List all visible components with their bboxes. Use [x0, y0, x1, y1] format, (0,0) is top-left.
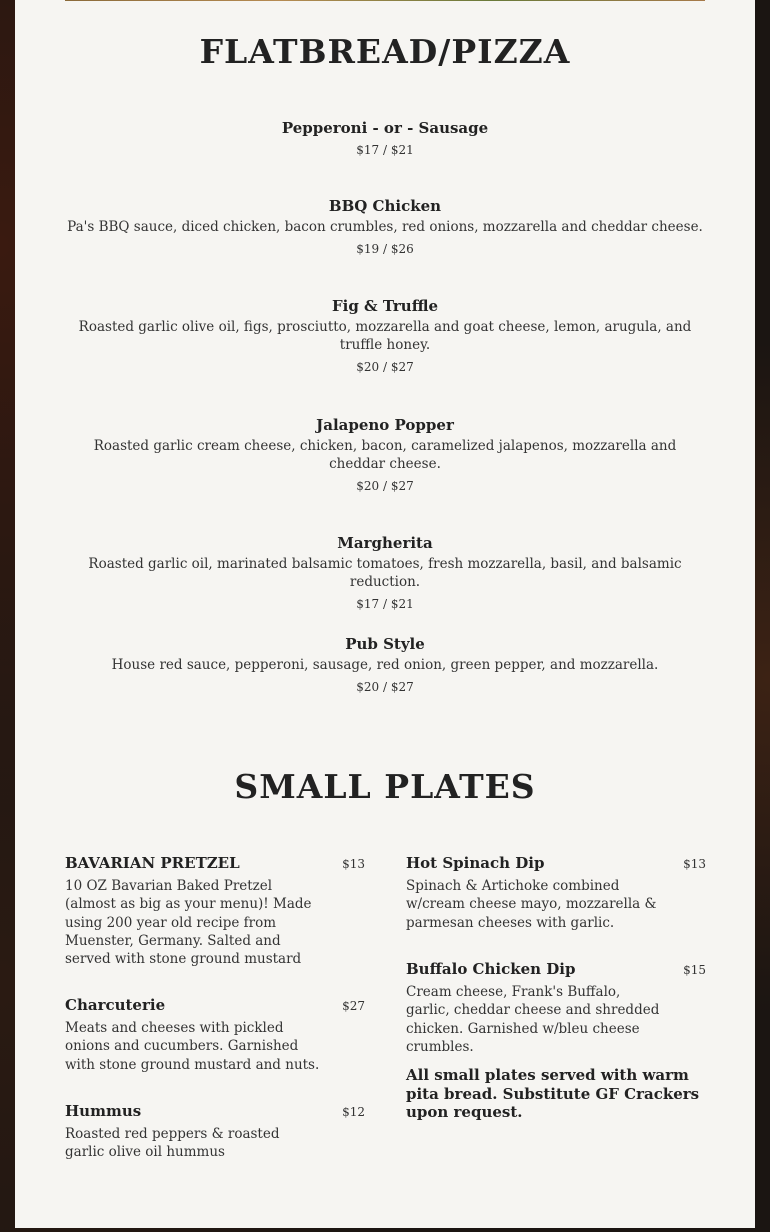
item-name: Pepperoni - or - Sausage [281, 119, 489, 137]
item-price: $20 / $27 [356, 680, 414, 694]
item-name: Pub Style [345, 635, 425, 653]
item-price: $27 [342, 999, 365, 1013]
menu-item-margherita [65, 533, 705, 612]
item-price: $13 [342, 857, 365, 871]
item-description: Pa's BBQ sauce, diced chicken, bacon crumbles, red onions, mozzarella and cheddar cheese. [67, 219, 703, 235]
item-description: Meats and cheeses with pickled onions and cucumbers. Garnished with stone ground mustard and nuts. [65, 1020, 320, 1073]
menu-page [15, 0, 755, 1228]
item-price: $17 / $21 [356, 143, 414, 157]
item-price: $15 [683, 963, 706, 977]
menu-item-bavarian-pretzel [65, 854, 365, 968]
menu-item-pub-style [65, 634, 705, 695]
menu-item-jalapeno-popper [65, 415, 705, 494]
item-price: $20 / $27 [356, 360, 414, 374]
item-price: $13 [683, 857, 706, 871]
item-description: Roasted garlic oil, marinated balsamic tomatoes, fresh mozzarella, basil, and balsamic reduction. [88, 556, 682, 590]
item-name: Margherita [337, 534, 433, 552]
item-description: House red sauce, pepperoni, sausage, red onion, green pepper, and mozzarella. [111, 657, 659, 673]
section-title-flatbread: FLATBREAD/PIZZA [199, 32, 571, 71]
item-description: Roasted red peppers & roasted garlic olive oil hummus [65, 1126, 280, 1161]
item-name: Jalapeno Popper [316, 416, 454, 434]
menu-item-hummus [65, 1102, 365, 1162]
item-name: Fig & Truffle [332, 297, 438, 315]
header-image-edge [65, 0, 705, 1]
menu-item-buffalo-chicken-dip [406, 960, 706, 1056]
item-name: BAVARIAN PRETZEL [65, 854, 240, 872]
section-title-small-plates: SMALL PLATES [234, 767, 536, 806]
menu-item-bbq-chicken [65, 196, 705, 257]
item-description: 10 OZ Bavarian Baked Pretzel (almost as big as your menu)! Made using 200 year old recipe from Muenster, Germany. Salted and served with stone ground mustard [65, 878, 312, 968]
item-price: $19 / $26 [356, 242, 414, 256]
item-price: $17 / $21 [356, 597, 414, 611]
item-price: $20 / $27 [356, 479, 414, 493]
item-price: $12 [342, 1105, 365, 1119]
small-plates-note: All small plates served with warm pita bread. Substitute GF Crackers upon request. [406, 1066, 700, 1121]
item-name: Charcuterie [65, 996, 166, 1014]
item-description: Roasted garlic olive oil, figs, prosciutto, mozzarella and goat cheese, lemon, arugula, and truffle honey. [78, 319, 692, 353]
item-name: Hummus [65, 1102, 142, 1120]
item-name: Hot Spinach Dip [406, 854, 545, 872]
menu-item-hot-spinach-dip [406, 854, 706, 932]
menu-item-pepperoni-sausage [65, 118, 705, 158]
item-description: Cream cheese, Frank's Buffalo, garlic, cheddar cheese and shredded chicken. Garnished w/bleu cheese crumbles. [406, 984, 660, 1055]
item-name: BBQ Chicken [328, 197, 442, 215]
item-description: Roasted garlic cream cheese, chicken, bacon, caramelized jalapenos, mozzarella and cheddar cheese. [93, 438, 677, 472]
item-description: Spinach & Artichoke combined w/cream cheese mayo, mozzarella & parmesan cheeses with garlic. [406, 878, 657, 931]
item-name: Buffalo Chicken Dip [406, 960, 576, 978]
menu-item-fig-truffle [65, 296, 705, 375]
menu-item-charcuterie [65, 996, 365, 1074]
